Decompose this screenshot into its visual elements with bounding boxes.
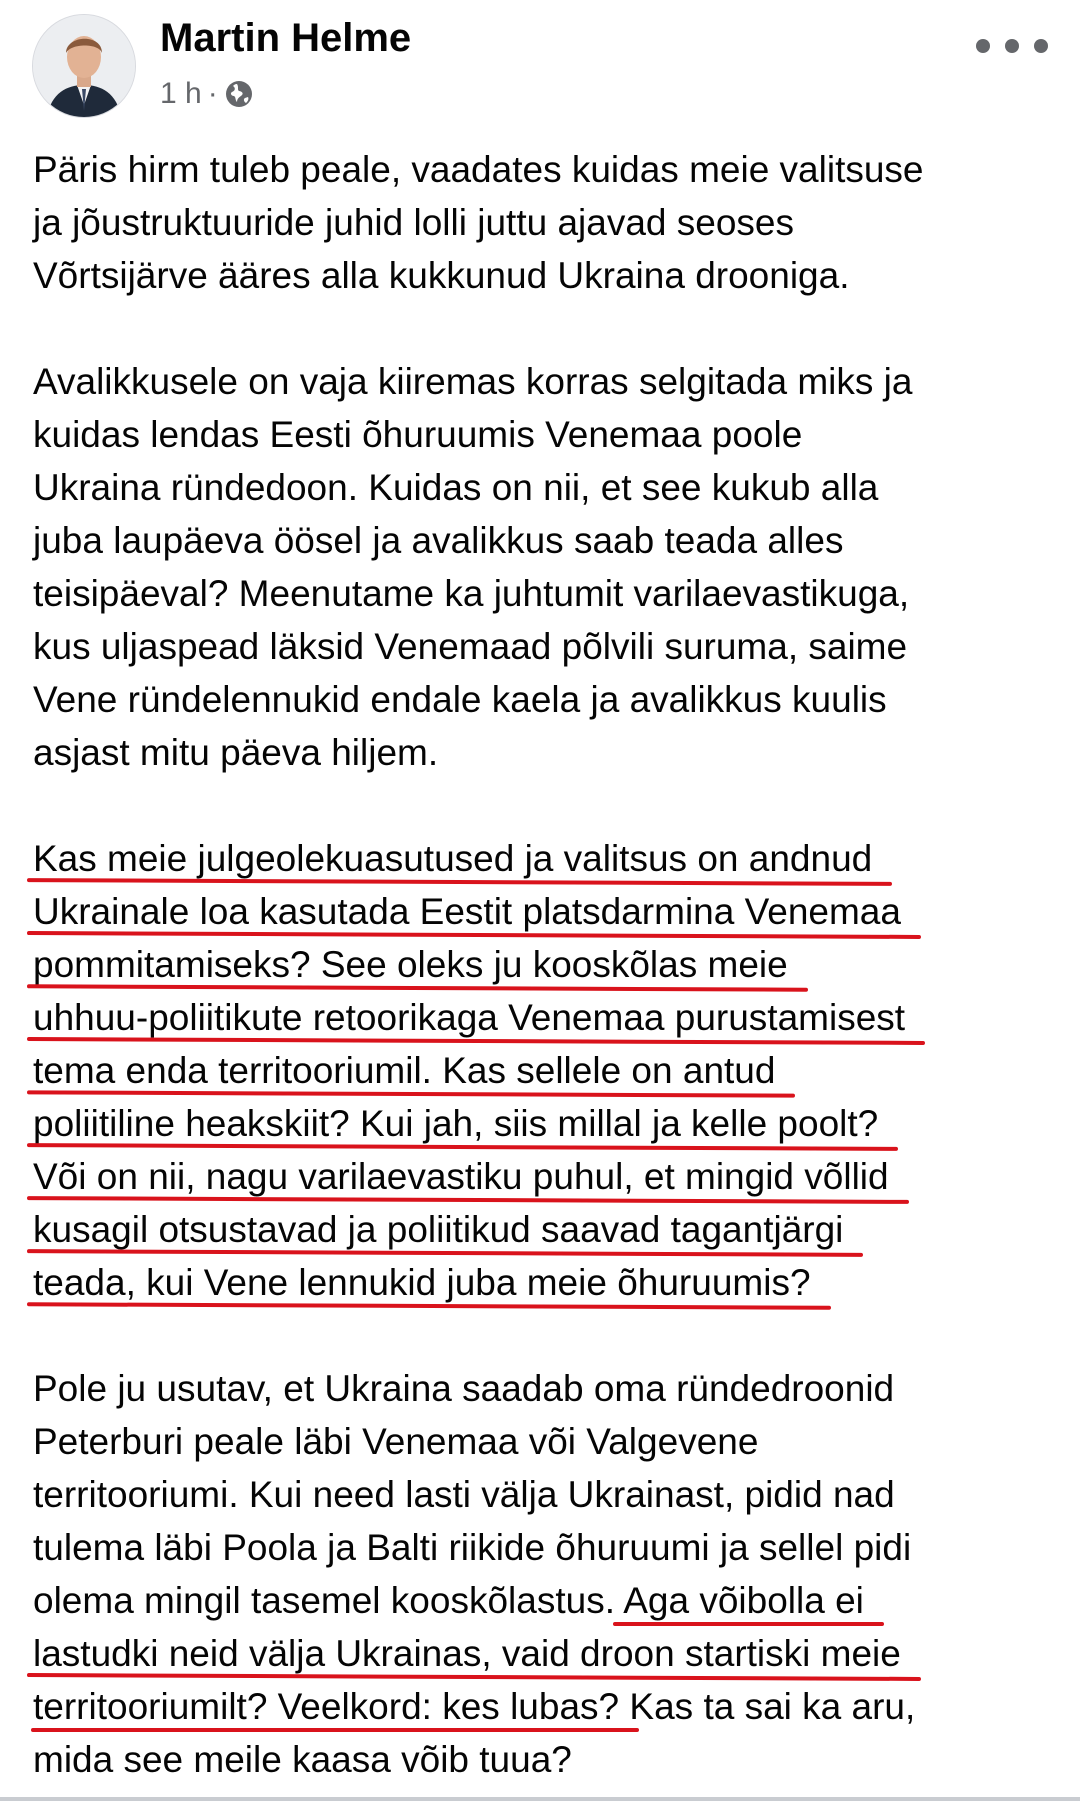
paragraph-3-underlined: [33, 832, 1053, 1309]
underlined-text-line: tema enda territooriumil. Kas sellele on antud: [33, 1044, 775, 1097]
text-segment: olema mingil tasemel kooskõlastus.: [33, 1580, 615, 1621]
underlined-text-line: uhhuu-poliitikute retoorikaga Venemaa purustamisest: [33, 991, 905, 1044]
post-meta: [160, 74, 254, 114]
more-options-icon: [976, 39, 990, 53]
post-header: [32, 14, 1048, 124]
underlined-text-line: pommitamiseks? See oleks ju kooskõlas meie: [33, 938, 788, 991]
text-line: territooriumi. Kui need lasti välja Ukrainast, pidid nad: [33, 1474, 895, 1515]
text-line: mida see meile kaasa võib tuua?: [33, 1739, 572, 1780]
text-line: ja jõustruktuuride juhid lolli juttu ajavad seoses: [33, 202, 794, 243]
globe-icon[interactable]: [224, 79, 254, 109]
underlined-text-line: teada, kui Vene lennukid juba meie õhuruumis?: [33, 1256, 811, 1309]
text-line: kus uljaspead läksid Venemaad põlvili suruma, saime: [33, 626, 908, 667]
text-segment: Kas ta sai ka aru,: [619, 1686, 916, 1727]
text-line-partially-underlined: [33, 1680, 915, 1733]
text-line: Vene ründelennukid endale kaela ja avalikkus kuulis: [33, 679, 887, 720]
post-timestamp[interactable]: 1 h: [160, 77, 202, 110]
author-name[interactable]: Martin Helme: [160, 16, 412, 60]
underlined-text-line: Ukrainale loa kasutada Eestit platsdarmina Venemaa: [33, 885, 901, 938]
text-line: Peterburi peale läbi Venemaa või Valgevene: [33, 1421, 759, 1462]
post-divider: [0, 1797, 1080, 1801]
paragraph-2: [33, 355, 1053, 779]
author-avatar[interactable]: [32, 14, 136, 118]
underlined-text-segment: territooriumilt? Veelkord: kes lubas?: [33, 1686, 620, 1727]
underlined-text-line: poliitiline heakskiit? Kui jah, siis millal ja kelle poolt?: [33, 1097, 878, 1150]
underlined-text-line: Või on nii, nagu varilaevastiku puhul, et mingid võllid: [33, 1150, 889, 1203]
avatar-image: [33, 15, 135, 117]
text-line: teisipäeval? Meenutame ka juhtumit varilaevastikuga,: [33, 573, 910, 614]
text-line: juba laupäeva öösel ja avalikkus saab teada alles: [33, 520, 844, 561]
underlined-text-segment: Aga võibolla ei: [614, 1580, 864, 1621]
text-line: Päris hirm tuleb peale, vaadates kuidas meie valitsuse: [33, 149, 924, 190]
underlined-text-line: Kas meie julgeolekuasutused ja valitsus on andnud: [33, 832, 872, 885]
more-options-button[interactable]: [976, 26, 1048, 66]
text-line: Võrtsijärve ääres alla kukkunud Ukraina drooniga.: [33, 255, 850, 296]
underlined-text-line: kusagil otsustavad ja poliitikud saavad tagantjärgi: [33, 1203, 843, 1256]
text-line: Avalikkusele on vaja kiiremas korras selgitada miks ja: [33, 361, 913, 402]
text-line: Ukraina ründedoon. Kuidas on nii, et see kukub alla: [33, 467, 879, 508]
paragraph-4: [33, 1362, 1053, 1786]
more-options-dot: [1005, 39, 1019, 53]
more-options-dot: [1034, 39, 1048, 53]
text-line-partially-underlined: [33, 1574, 864, 1627]
underlined-text-line: lastudki neid välja Ukrainas, vaid droon startiski meie: [33, 1627, 901, 1680]
post-text: [33, 143, 1053, 1786]
text-line: tulema läbi Poola ja Balti riikide õhuruumi ja sellel pidi: [33, 1527, 912, 1568]
text-line: Pole ju usutav, et Ukraina saadab oma ründedroonid: [33, 1368, 895, 1409]
paragraph-1: [33, 143, 1053, 302]
meta-separator: ·: [207, 77, 218, 110]
text-line: asjast mitu päeva hiljem.: [33, 732, 439, 773]
text-line: kuidas lendas Eesti õhuruumis Venemaa poole: [33, 414, 803, 455]
